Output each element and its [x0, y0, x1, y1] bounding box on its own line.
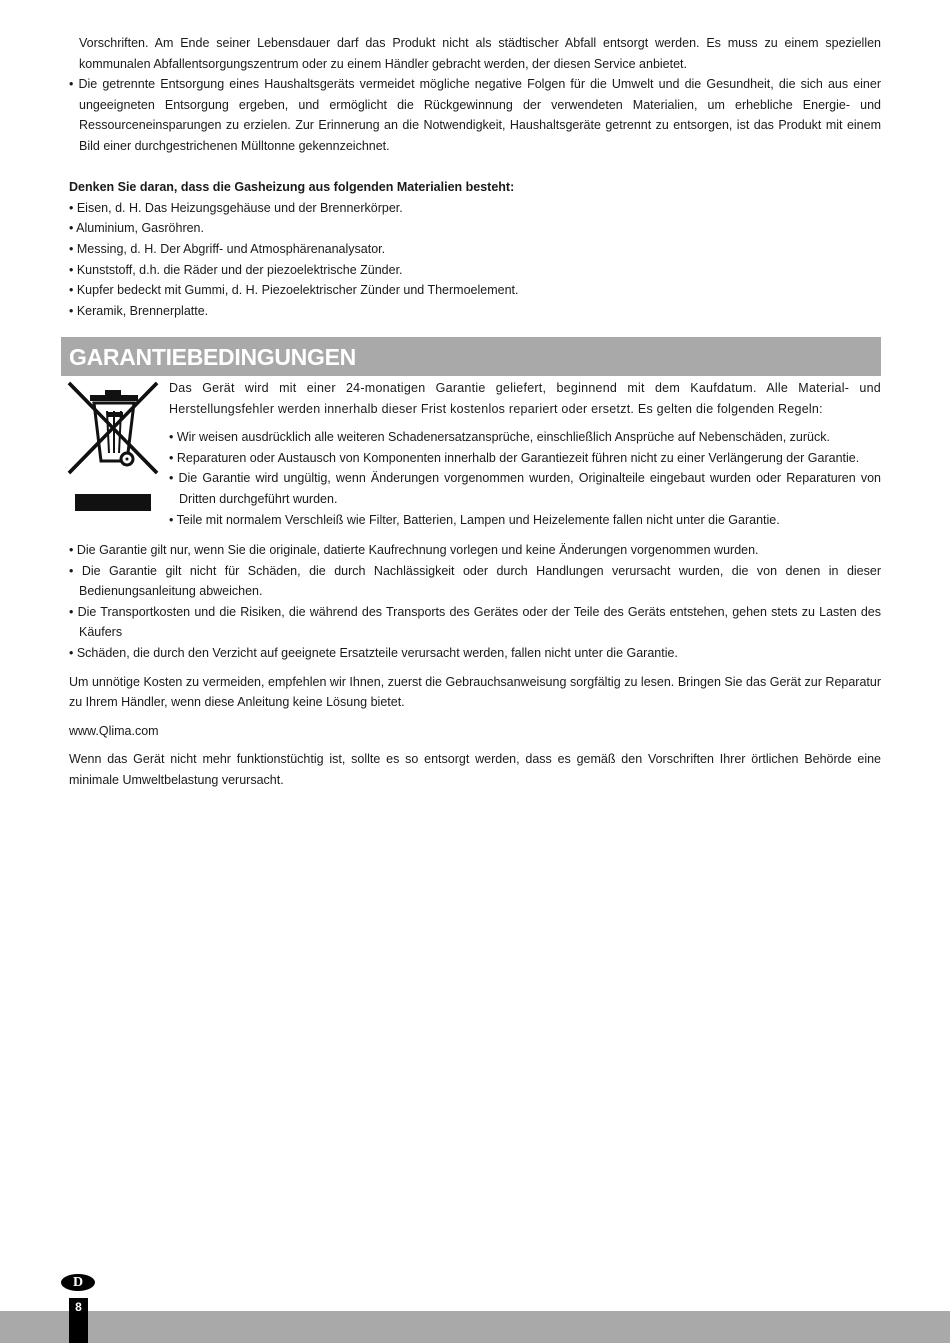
guarantee-conditions-block — [69, 540, 881, 791]
disposal-paragraph: Wenn das Gerät nicht mehr funktionstüchtig ist, sollte es so entsorgt werden, dass es gemäß den Vorschriften Ihrer örtlichen Behörde eine minimale Umweltbelastung verursacht. — [69, 752, 881, 787]
material-item: • Keramik, Brennerplatte. — [69, 303, 209, 318]
guarantee-item: • Die Garantie wird ungültig, wenn Änderungen vorgenommen wurden, Originalteile eingebaut wurden oder Reparaturen von Dritten durchgeführt wurden. — [169, 471, 881, 506]
guarantee-intro-block — [169, 378, 881, 530]
guarantee-item: • Teile mit normalem Verschleiß wie Filter, Batterien, Lampen und Heizelemente fallen nicht unter die Garantie. — [169, 512, 780, 527]
material-item: • Messing, d. H. Der Abgriff- und Atmosphärenanalysator. — [69, 241, 386, 256]
guarantee-item: • Schäden, die durch den Verzicht auf geeignete Ersatzteile verursacht werden, fallen nicht unter die Garantie. — [69, 645, 678, 660]
language-badge: D — [61, 1274, 95, 1291]
guarantee-intro: Das Gerät wird mit einer 24-monatigen Garantie geliefert, beginnend mit dem Kaufdatum. Alle Material- und Herstellungsfehler werden innerhalb dieser Frist kostenlos repariert oder ersetzt. Es gelten die folgenden Regeln: — [169, 381, 881, 416]
guarantee-item: • Reparaturen oder Austausch von Komponenten innerhalb der Garantiezeit führen nicht zu einer Verlängerung der Garantie. — [169, 450, 860, 465]
guarantee-item: • Die Garantie gilt nur, wenn Sie die originale, datierte Kaufrechnung vorlegen und keine Änderungen vorgenommen wurden. — [69, 543, 759, 557]
material-item: • Kupfer bedeckt mit Gummi, d. H. Piezoelektrischer Zünder und Thermoelement. — [69, 283, 519, 298]
guarantee-item: • Die Transportkosten und die Risiken, die während des Transports des Gerätes oder der Teile des Geräts entstehen, gehen stets zu Lasten des Käufers — [69, 604, 881, 640]
material-item: • Kunststoff, d.h. die Räder und der piezoelektrische Zünder. — [69, 262, 403, 277]
weee-crossed-bin-icon — [67, 381, 161, 513]
section-title: GARANTIEBEDINGUNGEN — [69, 344, 356, 370]
intro-bullet: • Die getrennte Entsorgung eines Haushaltsgeräts vermeidet mögliche negative Folgen für die Umwelt und die Gesundheit, die sich aus einer ungeeigneten Entsorgung ergeben, und ermöglicht die Rückgewinnung der verwendeten Materialien, um erhebliche Energie- und Ressourceneinsparungen zu erzielen. Zur Erinnerung an die Notwendigkeit, Haushaltsgeräte getrennt zu entsorgen, ist das Produkt mit einem Bild einer durchgestrichenen Mülltonne gekennzeichnet. — [69, 77, 881, 153]
advice-paragraph: Um unnötige Kosten zu vermeiden, empfehlen wir Ihnen, zuerst die Gebrauchsanweisung sorgfältig zu lesen. Bringen Sie das Gerät zur Reparatur zu Ihrem Händler, wenn diese Anleitung keine Lösung bietet. — [69, 674, 881, 710]
guarantee-item: • Die Garantie gilt nicht für Schäden, die durch Nachlässigkeit oder durch Handlungen verursacht wurden, die von denen in dieser Bedienungsanleitung abweichen. — [69, 563, 881, 599]
section-header — [61, 337, 881, 376]
guarantee-item: • Wir weisen ausdrücklich alle weiteren Schadenersatzansprüche, einschließlich Ansprüche auf Nebenschäden, zurück. — [169, 430, 830, 445]
footer-bar — [0, 1311, 950, 1343]
intro-block — [69, 33, 881, 321]
website-link[interactable]: www.Qlima.com — [69, 723, 159, 738]
materials-heading: Denken Sie daran, dass die Gasheizung aus folgenden Materialien besteht: — [69, 180, 515, 195]
material-item: • Aluminium, Gasröhren. — [69, 221, 204, 236]
material-item: • Eisen, d. H. Das Heizungsgehäuse und der Brennerkörper. — [69, 200, 403, 215]
intro-continuation: Vorschriften. Am Ende seiner Lebensdauer darf das Produkt nicht als städtischer Abfall entsorgt werden. Es muss zu einem speziellen kommunalen Abfallentsorgungszentrum oder zu einem Händler gebracht werden, der diesen Service anbietet. — [79, 36, 881, 71]
page-number: 8 — [69, 1298, 88, 1343]
